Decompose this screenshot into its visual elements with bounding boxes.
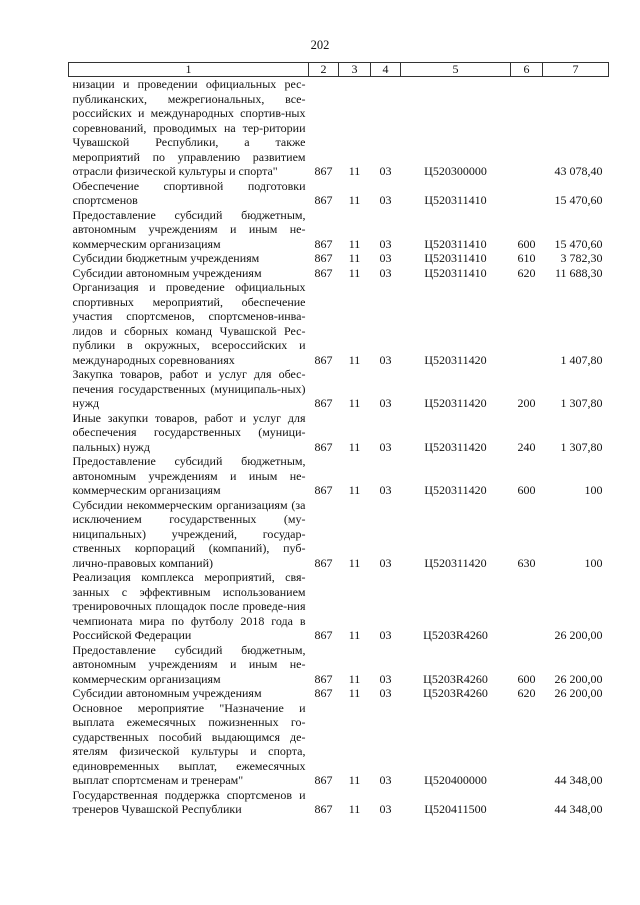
expense-type-code-cell: 620 <box>517 686 536 700</box>
ministry-code-cell: 867 <box>314 352 333 367</box>
ministry-code-cell: 867 <box>314 483 333 497</box>
target-article-code-cell: Ц520311420 <box>424 483 487 497</box>
subsection-code-cell: 03 <box>379 439 392 454</box>
column-number-header: 6 <box>511 63 543 77</box>
section-code-cell: 11 <box>348 236 361 251</box>
table-row <box>69 454 609 498</box>
amount-cell: 26 200,00 <box>554 686 603 700</box>
column-number-header: 5 <box>401 63 511 77</box>
amount-cell: 26 200,00 <box>554 671 603 686</box>
expense-type-code-cell <box>511 77 543 179</box>
table-row <box>69 77 609 179</box>
ministry-code-cell: 867 <box>314 802 333 816</box>
target-article-code-cell: Ц520311420 <box>424 396 487 410</box>
amount-cell: 44 348,00 <box>554 773 603 787</box>
subsection-code-cell: 03 <box>379 628 392 642</box>
amount-cell: 1 307,80 <box>560 439 603 454</box>
ministry-code-cell: 867 <box>314 251 333 265</box>
subsection-code-cell: 03 <box>379 396 392 410</box>
section-code-cell: 11 <box>348 396 361 410</box>
item-name-cell: низации и проведении официальных рес-публиканских, межрегиональных, все-российских и международных спортив-ных соревнований, проводимых на тер-ритории Чувашской Республики, а также мероприятий по управлению развитием отрасли физической культуры и спорта" <box>72 77 306 178</box>
subsection-code-cell: 03 <box>379 555 392 570</box>
target-article-code-cell: Ц520300000 <box>424 164 487 178</box>
amount-cell: 3 782,30 <box>560 251 603 265</box>
target-article-code-cell: Ц520311420 <box>424 555 487 570</box>
table-row <box>69 280 609 367</box>
section-code-cell: 11 <box>348 439 361 454</box>
section-code-cell: 11 <box>348 628 361 642</box>
subsection-code-cell: 03 <box>379 773 392 787</box>
subsection-code-cell: 03 <box>379 686 392 700</box>
expense-type-code-cell <box>511 280 543 367</box>
target-article-code-cell: Ц520311410 <box>424 251 487 265</box>
section-code-cell: 11 <box>348 671 361 686</box>
target-article-code-cell: Ц520400000 <box>424 773 487 787</box>
item-name-cell: Предоставление субсидий бюджетным, автономным учреждениям и иным не-коммерческим организациям <box>72 207 306 251</box>
table-row <box>69 411 609 455</box>
target-article-code-cell: Ц5203R4260 <box>423 686 488 700</box>
item-name-cell: Реализация комплекса мероприятий, свя-занных с эффективным использованием тренировочных площадок после проведе-ния чемпионата мира по футболу 2018 года в Российской Федерации <box>72 570 306 642</box>
expense-type-code-cell: 630 <box>517 555 536 570</box>
item-name-cell: Субсидии автономным учреждениям <box>72 686 262 700</box>
item-name-cell: Обеспечение спортивной подготовки спортсменов <box>72 178 306 207</box>
subsection-code-cell: 03 <box>379 802 392 816</box>
amount-cell: 100 <box>584 555 603 570</box>
expense-type-code-cell: 240 <box>517 439 536 454</box>
amount-cell: 100 <box>584 483 603 497</box>
column-number-header: 2 <box>309 63 339 77</box>
target-article-code-cell: Ц520311420 <box>424 439 487 454</box>
amount-cell: 11 688,30 <box>554 265 603 280</box>
table-row <box>69 701 609 788</box>
ministry-code-cell: 867 <box>314 773 333 787</box>
expense-type-code-cell: 600 <box>517 236 536 251</box>
expense-type-code-cell <box>511 570 543 643</box>
table-row <box>69 498 609 571</box>
section-code-cell: 11 <box>348 555 361 570</box>
section-code-cell: 11 <box>348 686 361 700</box>
ministry-code-cell: 867 <box>314 439 333 454</box>
item-name-cell: Субсидии бюджетным учреждениям <box>72 251 260 265</box>
item-name-cell: Субсидии автономным учреждениям <box>72 265 262 280</box>
target-article-code-cell: Ц5203R4260 <box>423 628 488 642</box>
amount-cell: 44 348,00 <box>554 802 603 816</box>
amount-cell: 43 078,40 <box>554 164 603 178</box>
ministry-code-cell: 867 <box>314 396 333 410</box>
section-code-cell: 11 <box>348 802 361 816</box>
column-number-header: 7 <box>543 63 609 77</box>
item-name-cell: Закупка товаров, работ и услуг для обес-печения государственных (муниципаль-ных) нужд <box>72 367 306 410</box>
ministry-code-cell: 867 <box>314 265 333 280</box>
expense-type-code-cell: 200 <box>517 396 536 410</box>
table-row <box>69 251 609 266</box>
expense-type-code-cell: 620 <box>517 265 536 280</box>
table-row <box>69 570 609 643</box>
target-article-code-cell: Ц520311410 <box>424 236 487 251</box>
target-article-code-cell: Ц520311410 <box>424 265 487 280</box>
ministry-code-cell: 867 <box>314 555 333 570</box>
expense-type-code-cell: 610 <box>517 251 536 265</box>
section-code-cell: 11 <box>348 193 361 207</box>
expense-type-code-cell: 600 <box>517 483 536 497</box>
subsection-code-cell: 03 <box>379 671 392 686</box>
item-name-cell: Предоставление субсидий бюджетным, автономным учреждениям и иным не-коммерческим организациям <box>72 454 306 497</box>
column-number-header: 1 <box>69 63 309 77</box>
table-row <box>69 686 609 701</box>
ministry-code-cell: 867 <box>314 686 333 700</box>
ministry-code-cell: 867 <box>314 628 333 642</box>
expense-type-code-cell: 600 <box>517 671 536 686</box>
table-row <box>69 643 609 687</box>
amount-cell: 26 200,00 <box>554 628 603 642</box>
column-number-header-row <box>69 63 609 77</box>
page-number: 202 <box>310 38 330 52</box>
target-article-code-cell: Ц5203R4260 <box>423 671 488 686</box>
target-article-code-cell: Ц520411500 <box>424 802 487 816</box>
target-article-code-cell: Ц520311420 <box>424 352 487 367</box>
table-row <box>69 367 609 411</box>
amount-cell: 15 470,60 <box>554 236 603 251</box>
budget-table <box>68 62 609 817</box>
section-code-cell: 11 <box>348 773 361 787</box>
item-name-cell: Предоставление субсидий бюджетным, автономным учреждениям и иным не-коммерческим организациям <box>72 642 306 686</box>
ministry-code-cell: 867 <box>314 193 333 207</box>
subsection-code-cell: 03 <box>379 193 392 207</box>
subsection-code-cell: 03 <box>379 352 392 367</box>
item-name-cell: Иные закупки товаров, работ и услуг для обеспечения государственных (муници-пальных) нужд <box>72 410 306 454</box>
column-number-header: 3 <box>339 63 371 77</box>
section-code-cell: 11 <box>348 164 361 178</box>
subsection-code-cell: 03 <box>379 483 392 497</box>
table-row <box>69 788 609 817</box>
expense-type-code-cell <box>511 179 543 208</box>
table-row <box>69 179 609 208</box>
subsection-code-cell: 03 <box>379 236 392 251</box>
expense-type-code-cell <box>511 788 543 817</box>
amount-cell: 1 307,80 <box>560 396 603 410</box>
subsection-code-cell: 03 <box>379 265 392 280</box>
ministry-code-cell: 867 <box>314 164 333 178</box>
subsection-code-cell: 03 <box>379 164 392 178</box>
section-code-cell: 11 <box>348 352 361 367</box>
ministry-code-cell: 867 <box>314 236 333 251</box>
section-code-cell: 11 <box>348 483 361 497</box>
item-name-cell: Организация и проведение официальных спортивных мероприятий, обеспечение участия спортсменов, спортсменов-инва-лидов и сборных команд Чувашской Рес-публики в окружных, всероссийских и международных соревнованиях <box>72 280 306 367</box>
column-number-header: 4 <box>371 63 401 77</box>
item-name-cell: Государственная поддержка спортсменов и тренеров Чувашской Республики <box>72 787 306 816</box>
expense-type-code-cell <box>511 701 543 788</box>
item-name-cell: Основное мероприятие "Назначение и выплата ежемесячных пожизненных го-сударственных пособий выдающимся де-ятелям физической культуры и спорта, единовременных выплат, ежемесячных выплат спортсменам и тренерам" <box>72 700 306 787</box>
table-row <box>69 266 609 281</box>
section-code-cell: 11 <box>348 251 361 265</box>
table-row <box>69 208 609 252</box>
amount-cell: 1 407,80 <box>560 352 603 367</box>
ministry-code-cell: 867 <box>314 671 333 686</box>
target-article-code-cell: Ц520311410 <box>424 193 487 207</box>
item-name-cell: Субсидии некоммерческим организациям (за исключением государственных (му-ниципальных) учреждений, государ-ственных корпораций (компаний), пуб-лично-правовых компаний) <box>72 497 306 570</box>
section-code-cell: 11 <box>348 265 361 280</box>
subsection-code-cell: 03 <box>379 251 392 265</box>
amount-cell: 15 470,60 <box>554 193 603 207</box>
